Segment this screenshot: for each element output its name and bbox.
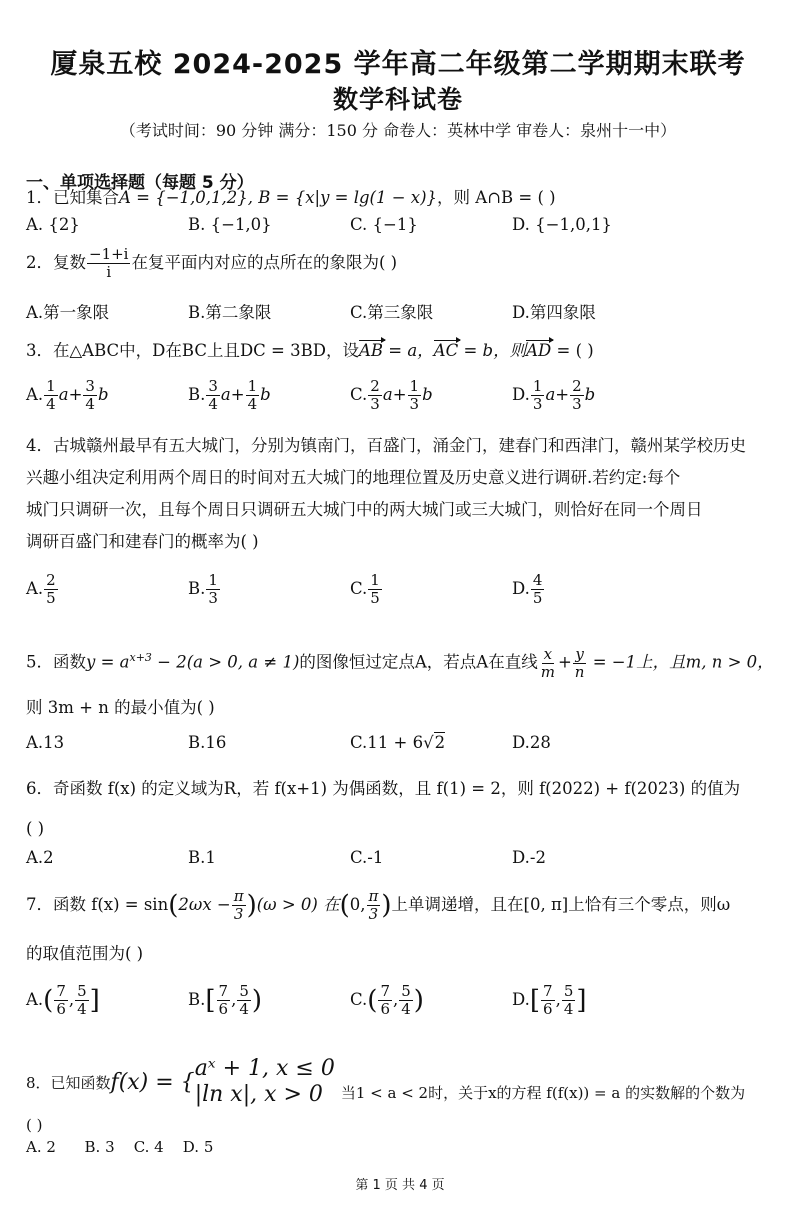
q8-case-2: |ln x|, x > 0 <box>194 1082 323 1107</box>
q4-line: 城门只调研一次，且每个周日只调研五大城门中的两大城门或三大城门，则恰好在同一个周日 <box>26 500 703 519</box>
q5-option-b: B.16 <box>188 732 227 752</box>
q3-text: 3．在△ABC中，D在BC上且DC = 3BD，设 <box>26 341 359 360</box>
q4-option-b: B. $\frac{1}{3}$ <box>188 571 218 607</box>
question-6 <box>26 776 786 867</box>
q5-mid: 的图像恒过定点A，若点A在直线 <box>299 652 538 672</box>
question-2 <box>26 246 674 323</box>
q7-prefix: 7．函数 f(x) = sin <box>26 895 169 914</box>
exam-meta: （考试时间：90 分钟 满分：150 分 命卷人：英林中学 审卷人：泉州十一中） <box>119 121 677 140</box>
page-footer: 第 1 页 共 4 页 <box>355 1178 445 1193</box>
question-1 <box>26 185 674 234</box>
q4-line: 4．古城赣州最早有五大城门，分别为镇南门，百盛门，涌金门，建春门和西津门，赣州某学校历史 <box>26 436 746 455</box>
exam-subtitle: 数学科试卷 <box>332 85 463 114</box>
question-7: 7．函数 f(x) = sin(2ωx − $\frac{\pi}{3}$ )(ω > 0) 在(0, $\frac{\pi}{3}$ )上单调递增，且在[0, π]上恰有三个零点，则ω 的取值范围为( ) A.( $\frac{7}{6}$ , $\frac{5}{4}$ ] B.[ $\frac{7}{6}$ , $\frac{5}{4}$ ) C.( $\frac{7}{6}$ , $\frac{5}{4}$ ) D.[ $\frac{7}{6}$ , $\frac{5}{4}$ ] <box>26 888 786 1018</box>
q2-fraction <box>87 246 130 281</box>
q5-frac-x: $\frac{x}{m}$ <box>540 644 555 681</box>
section-heading: 一、单项选择题（每题 5 分） <box>26 173 254 193</box>
exam-title: 厦泉五校 2024-2025 学年高二年级第二学期期末联考 <box>50 49 746 80</box>
q5-prefix: 5．函数 <box>26 652 86 672</box>
q2-prefix: 2．复数 <box>26 253 86 272</box>
q8-func: f(x) = { <box>110 1069 195 1095</box>
q6-line2: ( ) <box>26 819 45 838</box>
q7-line2: 的取值范围为( ) <box>26 944 144 963</box>
q6-option-b: B.1 <box>188 848 216 867</box>
q3-tail: = ( ) <box>551 341 594 360</box>
q4-line: 兴趣小组决定利用两个周日的时间对五大城门的地理位置及历史意义进行调研.若约定:每个 <box>26 468 681 487</box>
q1-tail: ，则 A∩B = ( ) <box>437 188 556 207</box>
q8-line2: ( ) <box>26 1116 43 1134</box>
q7-option-a: A.( $\frac{7}{6}$ , $\frac{5}{4}$ ] <box>26 982 100 1018</box>
q8-prefix: 8．已知函数 <box>26 1073 111 1092</box>
question-4 <box>26 430 774 607</box>
q7-frac-pi3: $\frac{\pi}{3}$ <box>233 887 244 923</box>
q5-frac-y: $\frac{y}{n}$ <box>574 644 585 681</box>
q4-line: 调研百盛门和建春门的概率为( ) <box>26 532 259 551</box>
q5-option-c: C.11 + 6√2 <box>350 732 446 752</box>
q5-option-a: A.13 <box>26 732 65 752</box>
q7-option-c: C.( $\frac{7}{6}$ , $\frac{5}{4}$ ) <box>350 982 424 1018</box>
q6-line1: 6．奇函数 f(x) 的定义域为R，若 f(x+1) 为偶函数，且 f(1) = 2，则 f(2022) + f(2023) 的值为 <box>26 779 741 798</box>
q5-plus: + <box>557 652 572 672</box>
q5-option-d: D.28 <box>512 732 551 752</box>
q2-frac-den: i <box>106 263 112 281</box>
q6-option-a: A.2 <box>26 848 54 867</box>
q8-tail: 当1 < a < 2时，关于x的方程 f(f(x)) = a 的实数解的个数为 <box>340 1083 746 1102</box>
q3-options <box>26 378 674 413</box>
q3-option-c: C. $\frac{2}{3}$ a+ $\frac{1}{3}$ b <box>350 377 433 413</box>
q3-option-a: A. $\frac{1}{4}$ a+ $\frac{3}{4}$ b <box>26 377 109 413</box>
q7-cond: (ω > 0) 在 <box>256 895 340 914</box>
q8-piecewise <box>111 1056 335 1108</box>
q1-prefix: 1．已知集合 <box>26 188 119 207</box>
q3-option-d: D. $\frac{1}{3}$ a+ $\frac{2}{3}$ b <box>512 377 596 413</box>
question-5 <box>26 645 786 752</box>
q3-vector-ac: AC <box>434 338 459 364</box>
q6-option-c: C.-1 <box>350 848 384 867</box>
q1-set-a: A = {−1,0,1,2} <box>119 188 248 207</box>
q7-interval: 0, <box>349 895 366 914</box>
q4-option-a: A. $\frac{2}{5}$ <box>26 571 56 607</box>
question-3 <box>26 338 674 413</box>
q1-option-d: D. {−1,0,1} <box>512 215 612 234</box>
q7-option-d: D.[ $\frac{7}{6}$ , $\frac{5}{4}$ ] <box>512 982 587 1018</box>
q3-eq-b: = b，则 <box>458 341 527 360</box>
q7-option-b: B.[ $\frac{7}{6}$ , $\frac{5}{4}$ ) <box>188 982 263 1018</box>
q1-set-b: , B = {x|y = lg(1 − x)} <box>247 188 438 207</box>
q2-frac-num: −1+i <box>89 245 129 263</box>
q5-eq: = −1上，且m, n > 0， <box>587 652 774 672</box>
q3-vector-ad: AD <box>526 338 551 364</box>
q4-option-d: D. $\frac{4}{5}$ <box>512 571 543 607</box>
q1-option-b: B. {−1,0} <box>188 215 272 234</box>
q1-option-a: A. {2} <box>26 215 80 234</box>
q7-arg: 2ωx − <box>178 895 231 914</box>
q6-option-d: D.-2 <box>512 848 546 867</box>
question-8 <box>26 1056 786 1156</box>
q5-line2: 则 3m + n 的最小值为( ) <box>26 697 215 717</box>
q5-exponent: x+3 <box>129 651 152 664</box>
q3-option-b: B. $\frac{3}{4}$ a+ $\frac{1}{4}$ b <box>188 377 271 413</box>
q3-eq-a: = a， <box>383 341 434 360</box>
q7-frac-pi3-b: $\frac{\pi}{3}$ <box>368 887 379 923</box>
q2-option-b: B.第二象限 <box>188 303 272 322</box>
q3-vector-ab: AB <box>359 338 383 364</box>
q8-case-1: aˣ + 1, x ≤ 0 <box>194 1056 335 1081</box>
q8-options: A. 2 B. 3 C. 4 D. 5 <box>26 1138 214 1156</box>
q7-mid: 上单调递增，且在[0, π]上恰有三个零点，则ω <box>391 895 731 914</box>
q1-option-c: C. {−1} <box>350 215 418 234</box>
q4-option-c: C. $\frac{1}{5}$ <box>350 571 380 607</box>
q5-func: y = a <box>86 652 130 672</box>
q2-option-a: A.第一象限 <box>26 303 110 322</box>
q2-option-c: C.第三象限 <box>350 303 434 322</box>
q2-option-d: D.第四象限 <box>512 303 596 322</box>
q5-func-tail: − 2(a > 0, a ≠ 1) <box>151 652 300 672</box>
q2-tail: 在复平面内对应的点所在的象限为( ) <box>131 253 398 272</box>
